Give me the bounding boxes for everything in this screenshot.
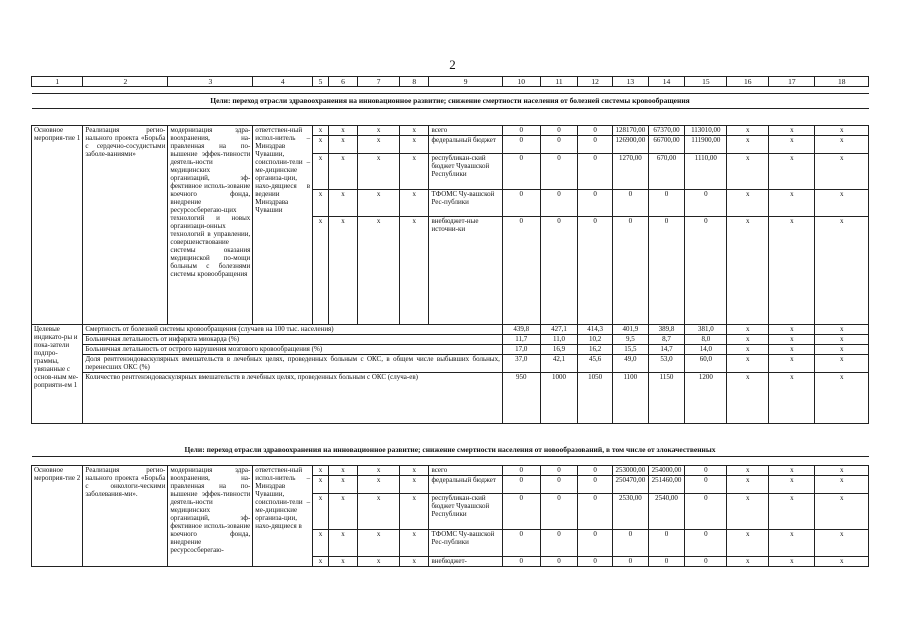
value-cell: 250470,00 (612, 476, 648, 494)
x-cell: x (328, 494, 357, 530)
value-cell: 113010,00 (685, 126, 727, 136)
indicator-row (32, 325, 869, 335)
value-cell: 1200 (685, 373, 727, 424)
indicator-text: Больничная летальность от инфаркта миокарда (%) (83, 335, 502, 345)
funding-source: республикан-ский бюджет Чувашской Республики (429, 494, 502, 530)
value-cell: 0 (540, 557, 578, 567)
value-cell: x (727, 217, 769, 325)
measure-description: модернизация здра-воохранения, на-правленная на по-вышение эффек-тивности деятель-ности медицинских организаций, эф-фективное исполь-зование коечного фонда, внедрение ресурсосберегаю- (168, 466, 253, 567)
value-cell: 11,7 (502, 335, 540, 345)
value-cell: 60,0 (685, 355, 727, 373)
value-cell: 1270,00 (612, 154, 648, 190)
value-cell: 414,3 (578, 325, 613, 335)
x-cell: x (400, 530, 429, 557)
value-cell: x (815, 466, 869, 476)
x-cell: x (358, 136, 400, 154)
col-num: 7 (358, 77, 400, 87)
x-cell: x (400, 190, 429, 217)
x-cell: x (328, 154, 357, 190)
value-cell: x (815, 355, 869, 373)
value-cell: 427,1 (540, 325, 578, 335)
column-number-row (32, 77, 869, 87)
value-cell: x (769, 154, 815, 190)
value-cell: x (727, 355, 769, 373)
value-cell: x (727, 494, 769, 530)
value-cell: x (727, 126, 769, 136)
budget-table-section-2 (31, 444, 869, 567)
value-cell: 1100 (612, 373, 648, 424)
value-cell: 0 (685, 494, 727, 530)
value-cell: 42,1 (540, 355, 578, 373)
value-cell: 381,0 (685, 325, 727, 335)
value-cell: 14,7 (648, 345, 685, 355)
value-cell: 14,0 (685, 345, 727, 355)
x-cell: x (358, 557, 400, 567)
col-num: 17 (769, 77, 815, 87)
funding-source: федеральный бюджет (429, 136, 502, 154)
value-cell: x (769, 217, 815, 325)
value-cell: x (769, 373, 815, 424)
measure-description: модернизация здра-воохранения, на-правленная на по-вышение эффек-тивности деятель-ности медицинских организаций, эф-фективное исполь-зование коечного фонда, внедрение ресурсосберегаю-щих технологий и новых организаци-онных технологий в управлении, совершенствование системы оказания медицинской по-мощи больным с болезнями системы кровообращения (168, 126, 253, 325)
funding-source: ТФОМС Чу-вашской Рес-публики (429, 530, 502, 557)
value-cell: 254000,00 (648, 466, 685, 476)
funding-source: внебюджет-ные источни-ки (429, 217, 502, 325)
value-cell: 0 (648, 217, 685, 325)
value-cell: 0 (540, 530, 578, 557)
value-cell: 670,00 (648, 154, 685, 190)
value-cell: 0 (648, 530, 685, 557)
funding-source: всего (429, 126, 502, 136)
goal-row (32, 94, 869, 109)
value-cell: x (769, 557, 815, 567)
value-cell: x (769, 345, 815, 355)
x-cell: x (328, 557, 357, 567)
value-cell: x (769, 355, 815, 373)
x-cell: x (400, 466, 429, 476)
value-cell: x (815, 126, 869, 136)
value-cell: x (769, 335, 815, 345)
value-cell: 401,9 (612, 325, 648, 335)
value-cell: 0 (648, 190, 685, 217)
x-cell: x (400, 217, 429, 325)
value-cell: x (815, 190, 869, 217)
value-cell: x (727, 154, 769, 190)
value-cell: 67370,00 (648, 126, 685, 136)
x-cell: x (400, 154, 429, 190)
value-cell: 1050 (578, 373, 613, 424)
x-cell: x (313, 466, 329, 476)
value-cell: x (769, 126, 815, 136)
value-cell: x (769, 190, 815, 217)
x-cell: x (328, 126, 357, 136)
value-cell: 0 (540, 476, 578, 494)
value-cell: 11,0 (540, 335, 578, 345)
goal-row (32, 444, 869, 457)
x-cell: x (400, 494, 429, 530)
value-cell: 15,5 (612, 345, 648, 355)
x-cell: x (313, 190, 329, 217)
value-cell: 0 (648, 557, 685, 567)
x-cell: x (313, 476, 329, 494)
value-cell: 1110,00 (685, 154, 727, 190)
value-cell: 0 (612, 217, 648, 325)
value-cell: x (769, 530, 815, 557)
value-cell: x (727, 466, 769, 476)
value-cell: 389,8 (648, 325, 685, 335)
value-cell: x (727, 335, 769, 345)
x-cell: x (400, 136, 429, 154)
value-cell: 0 (685, 217, 727, 325)
value-cell: 0 (540, 126, 578, 136)
col-num: 12 (578, 77, 613, 87)
col-num: 14 (648, 77, 685, 87)
value-cell: x (815, 494, 869, 530)
value-cell: 0 (578, 494, 613, 530)
value-cell: 8,7 (648, 335, 685, 345)
goal-text: Цели: переход отрасли здравоохранения на инновационное развитие; снижение смертности населения от болезней системы кровообращения (32, 94, 869, 109)
value-cell: 53,0 (648, 355, 685, 373)
x-cell: x (358, 190, 400, 217)
budget-table-section-1 (31, 76, 869, 424)
value-cell: 0 (502, 466, 540, 476)
value-cell: 1150 (648, 373, 685, 424)
value-cell: 0 (502, 530, 540, 557)
value-cell: x (769, 494, 815, 530)
value-cell: x (815, 476, 869, 494)
value-cell: x (727, 345, 769, 355)
value-cell: 126900,00 (612, 136, 648, 154)
x-cell: x (358, 476, 400, 494)
col-num: 3 (168, 77, 253, 87)
value-cell: 0 (540, 494, 578, 530)
value-cell: 0 (502, 126, 540, 136)
value-cell: 0 (540, 466, 578, 476)
x-cell: x (313, 154, 329, 190)
value-cell: 9,5 (612, 335, 648, 345)
value-cell: x (769, 136, 815, 154)
value-cell: 0 (578, 136, 613, 154)
value-cell: x (769, 466, 815, 476)
responsible-executor: ответствен-ный испол-нитель – Минздрав Чувашии, соисполни-тели – ме-дицинские организа-ции, нахо-дящиеся в (253, 466, 313, 567)
value-cell: 0 (540, 154, 578, 190)
col-num: 5 (313, 77, 329, 87)
x-cell: x (358, 217, 400, 325)
x-cell: x (328, 530, 357, 557)
indicators-label: Целевые индикато-ры и пока-затели подпро-граммы, увязанные с основ-ным ме-роприяти-ем 1 (32, 325, 83, 424)
funding-row (32, 466, 869, 476)
page-number: 2 (449, 57, 456, 72)
value-cell: 2540,00 (648, 494, 685, 530)
value-cell: 1000 (540, 373, 578, 424)
project-name: Реализация регио-нального проекта «Борьба с сердечно-сосудистыми заболе-ваниями» (83, 126, 168, 325)
funding-source: республикан-ский бюджет Чувашской Республики (429, 154, 502, 190)
col-num: 15 (685, 77, 727, 87)
x-cell: x (313, 126, 329, 136)
value-cell: 128170,00 (612, 126, 648, 136)
value-cell: x (727, 190, 769, 217)
value-cell: x (815, 373, 869, 424)
value-cell: x (815, 335, 869, 345)
goal-text: Цели: переход отрасли здравоохранения на инновационное развитие; снижение смертности населения от новообразований, в том числе от злокачественных (32, 444, 869, 457)
x-cell: x (328, 476, 357, 494)
value-cell: 0 (502, 217, 540, 325)
value-cell: x (815, 345, 869, 355)
value-cell: 0 (578, 476, 613, 494)
value-cell: x (769, 325, 815, 335)
x-cell: x (358, 126, 400, 136)
funding-source: ТФОМС Чу-вашской Рес-публики (429, 190, 502, 217)
value-cell: 0 (578, 126, 613, 136)
value-cell: 16,9 (540, 345, 578, 355)
x-cell: x (400, 476, 429, 494)
value-cell: 0 (502, 136, 540, 154)
value-cell: x (727, 136, 769, 154)
value-cell: 0 (685, 190, 727, 217)
value-cell: 0 (502, 476, 540, 494)
indicator-text: Количество рентгенэндоваскулярных вмешательств в лечебных целях, проведенных больным с ОКС (случа-ев) (83, 373, 502, 424)
value-cell: 0 (578, 557, 613, 567)
value-cell: 0 (502, 154, 540, 190)
value-cell: 0 (540, 136, 578, 154)
indicator-row (32, 373, 869, 424)
col-num: 2 (83, 77, 168, 87)
indicator-row (32, 335, 869, 345)
value-cell: 0 (685, 530, 727, 557)
x-cell: x (313, 494, 329, 530)
x-cell: x (313, 530, 329, 557)
value-cell: 0 (612, 530, 648, 557)
funding-source: всего (429, 466, 502, 476)
value-cell: 251460,00 (648, 476, 685, 494)
measure-label: Основное мероприя-тие 1 (32, 126, 83, 325)
value-cell: x (727, 557, 769, 567)
value-cell: 0 (540, 217, 578, 325)
value-cell: 8,0 (685, 335, 727, 345)
col-num: 9 (429, 77, 502, 87)
value-cell: 17,0 (502, 345, 540, 355)
x-cell: x (400, 126, 429, 136)
x-cell: x (313, 557, 329, 567)
value-cell: 0 (540, 190, 578, 217)
value-cell: x (815, 154, 869, 190)
x-cell: x (400, 557, 429, 567)
x-cell: x (358, 530, 400, 557)
col-num: 8 (400, 77, 429, 87)
value-cell: x (727, 373, 769, 424)
funding-source: внебюджет- (429, 557, 502, 567)
value-cell: 0 (502, 557, 540, 567)
value-cell: 66700,00 (648, 136, 685, 154)
col-num: 13 (612, 77, 648, 87)
value-cell: x (815, 136, 869, 154)
value-cell: 439,8 (502, 325, 540, 335)
funding-source: федеральный бюджет (429, 476, 502, 494)
funding-row (32, 126, 869, 136)
value-cell: 253000,00 (612, 466, 648, 476)
value-cell: x (815, 325, 869, 335)
indicator-text: Больничная летальность от острого нарушения мозгового кровообращения (%) (83, 345, 502, 355)
value-cell: 37,0 (502, 355, 540, 373)
value-cell: 0 (578, 530, 613, 557)
col-num: 16 (727, 77, 769, 87)
col-num: 18 (815, 77, 869, 87)
value-cell: 10,2 (578, 335, 613, 345)
value-cell: 0 (502, 190, 540, 217)
value-cell: 950 (502, 373, 540, 424)
value-cell: x (727, 325, 769, 335)
value-cell: 0 (685, 476, 727, 494)
value-cell: 0 (578, 466, 613, 476)
value-cell: 0 (612, 190, 648, 217)
indicator-text: Смертность от болезней системы кровообращения (случаев на 100 тыс. населения) (83, 325, 502, 335)
value-cell: 0 (685, 466, 727, 476)
value-cell: 16,2 (578, 345, 613, 355)
value-cell: 0 (612, 557, 648, 567)
value-cell: x (815, 217, 869, 325)
value-cell: x (727, 530, 769, 557)
value-cell: 0 (502, 494, 540, 530)
value-cell: 0 (578, 154, 613, 190)
x-cell: x (328, 136, 357, 154)
value-cell: 49,0 (612, 355, 648, 373)
x-cell: x (358, 494, 400, 530)
x-cell: x (358, 154, 400, 190)
project-name: Реализация регио-нального проекта «Борьба с онкологи-ческими заболевания-ми». (83, 466, 168, 567)
x-cell: x (328, 190, 357, 217)
measure-label: Основное мероприя-тие 2 (32, 466, 83, 567)
indicator-text: Доля рентгенэндоваскулярных вмешательств в лечебных целях, проведенных больным с ОКС, в общем числе выбывших больных, перенесших ОКС (%) (83, 355, 502, 373)
indicator-row (32, 355, 869, 373)
value-cell: x (769, 476, 815, 494)
x-cell: x (358, 466, 400, 476)
value-cell: 0 (578, 190, 613, 217)
col-num: 4 (253, 77, 313, 87)
x-cell: x (313, 217, 329, 325)
value-cell: x (815, 530, 869, 557)
col-num: 10 (502, 77, 540, 87)
indicator-row (32, 345, 869, 355)
col-num: 6 (328, 77, 357, 87)
value-cell: 2530,00 (612, 494, 648, 530)
value-cell: 111900,00 (685, 136, 727, 154)
value-cell: 45,6 (578, 355, 613, 373)
x-cell: x (328, 217, 357, 325)
x-cell: x (328, 466, 357, 476)
x-cell: x (313, 136, 329, 154)
col-num: 1 (32, 77, 83, 87)
value-cell: x (815, 557, 869, 567)
col-num: 11 (540, 77, 578, 87)
responsible-executor: ответствен-ный испол-нитель – Минздрав Чувашии, соисполни-тели – ме-дицинские организа-ции, нахо-дящиеся в ведении Минздрава Чувашии (253, 126, 313, 325)
value-cell: x (727, 476, 769, 494)
value-cell: 0 (578, 217, 613, 325)
value-cell: 0 (685, 557, 727, 567)
